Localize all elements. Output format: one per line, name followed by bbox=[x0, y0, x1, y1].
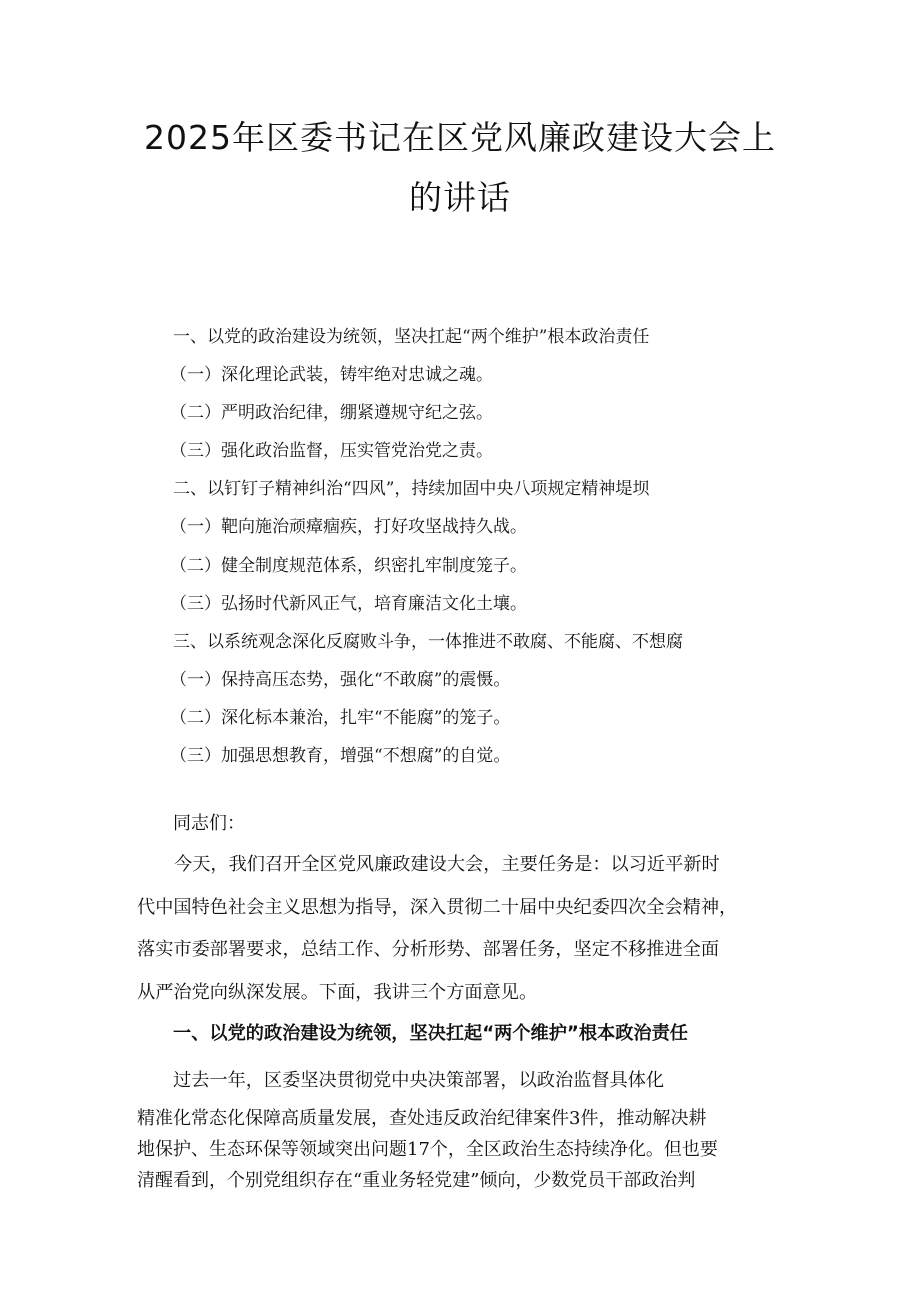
paragraph-2-continued bbox=[137, 1103, 787, 1196]
intro-line-2: 代中国特色社会主义思想为指导，深入贯彻二十届中央纪委四次全会精神， bbox=[137, 896, 738, 918]
salutation: 同志们： bbox=[173, 813, 245, 834]
section-heading-1: 一、以党的政治建设为统领，坚决扛起“两个维护”根本政治责任 bbox=[173, 1023, 688, 1044]
outline-list bbox=[170, 318, 793, 775]
intro-line-4: 从严治党向纵深发展。下面，我讲三个方面意见。 bbox=[137, 981, 538, 1003]
intro-paragraph bbox=[137, 844, 787, 1014]
outline-item-1-1: （一）深化理论武装，铸牢绝对忠诚之魂。 bbox=[170, 365, 493, 386]
outline-item-2-3: （三）弘扬时代新风正气，培育廉洁文化土壤。 bbox=[170, 593, 527, 614]
outline-item-2-1: （一）靶向施治顽瘴痼疾，打好攻坚战持久战。 bbox=[170, 517, 527, 538]
outline-item-2-2: （二）健全制度规范体系，织密扎牢制度笼子。 bbox=[170, 555, 527, 576]
outline-item-1-2: （二）严明政治纪律，绷紧遵规守纪之弦。 bbox=[170, 403, 493, 424]
paragraph-2-line-3: 地保护、生态环保等领域突出问题17个，全区政治生态持续净化。但也要 bbox=[137, 1139, 718, 1160]
outline-item-3-3: （三）加强思想教育，增强“不想腐”的自觉。 bbox=[170, 746, 511, 767]
outline-item-2: 二、以钉钉子精神纠治“四风”，持续加固中央八项规定精神堤坝 bbox=[173, 479, 650, 500]
outline-item-1-3: （三）强化政治监督，压实管党治党之责。 bbox=[170, 441, 493, 462]
intro-line-1: 今天，我们召开全区党风廉政建设大会，主要任务是：以习近平新时 bbox=[174, 854, 720, 875]
paragraph-2-line-2: 精准化常态化保障高质量发展，查处违反政治纪律案件3件，推动解决耕 bbox=[137, 1108, 707, 1129]
intro-line-3: 落实市委部署要求，总结工作、分析形势、部署任务，坚定不移推进全面 bbox=[137, 939, 720, 960]
outline-item-1: 一、以党的政治建设为统领，坚决扛起“两个维护”根本政治责任 bbox=[173, 327, 650, 347]
outline-item-3: 三、以系统观念深化反腐败斗争，一体推进不敢腐、不能腐、不想腐 bbox=[173, 631, 683, 652]
title-line-2: 的讲话 bbox=[409, 178, 511, 217]
paragraph-2-line-4: 清醒看到，个别党组织存在“重业务轻党建”倾向，少数党员干部政治判 bbox=[137, 1170, 696, 1191]
outline-item-3-1: （一）保持高压态势，强化“不敢腐”的震慑。 bbox=[170, 669, 511, 690]
outline-item-3-2: （二）深化标本兼治，扎牢“不能腐”的笼子。 bbox=[170, 707, 511, 728]
paragraph-2-first-line: 过去一年，区委坚决贯彻党中央决策部署，以政治监督具体化 bbox=[173, 1070, 665, 1091]
title-line-1: 2025年区委书记在区党风廉政建设大会上 bbox=[144, 118, 776, 157]
document-title bbox=[120, 108, 800, 228]
